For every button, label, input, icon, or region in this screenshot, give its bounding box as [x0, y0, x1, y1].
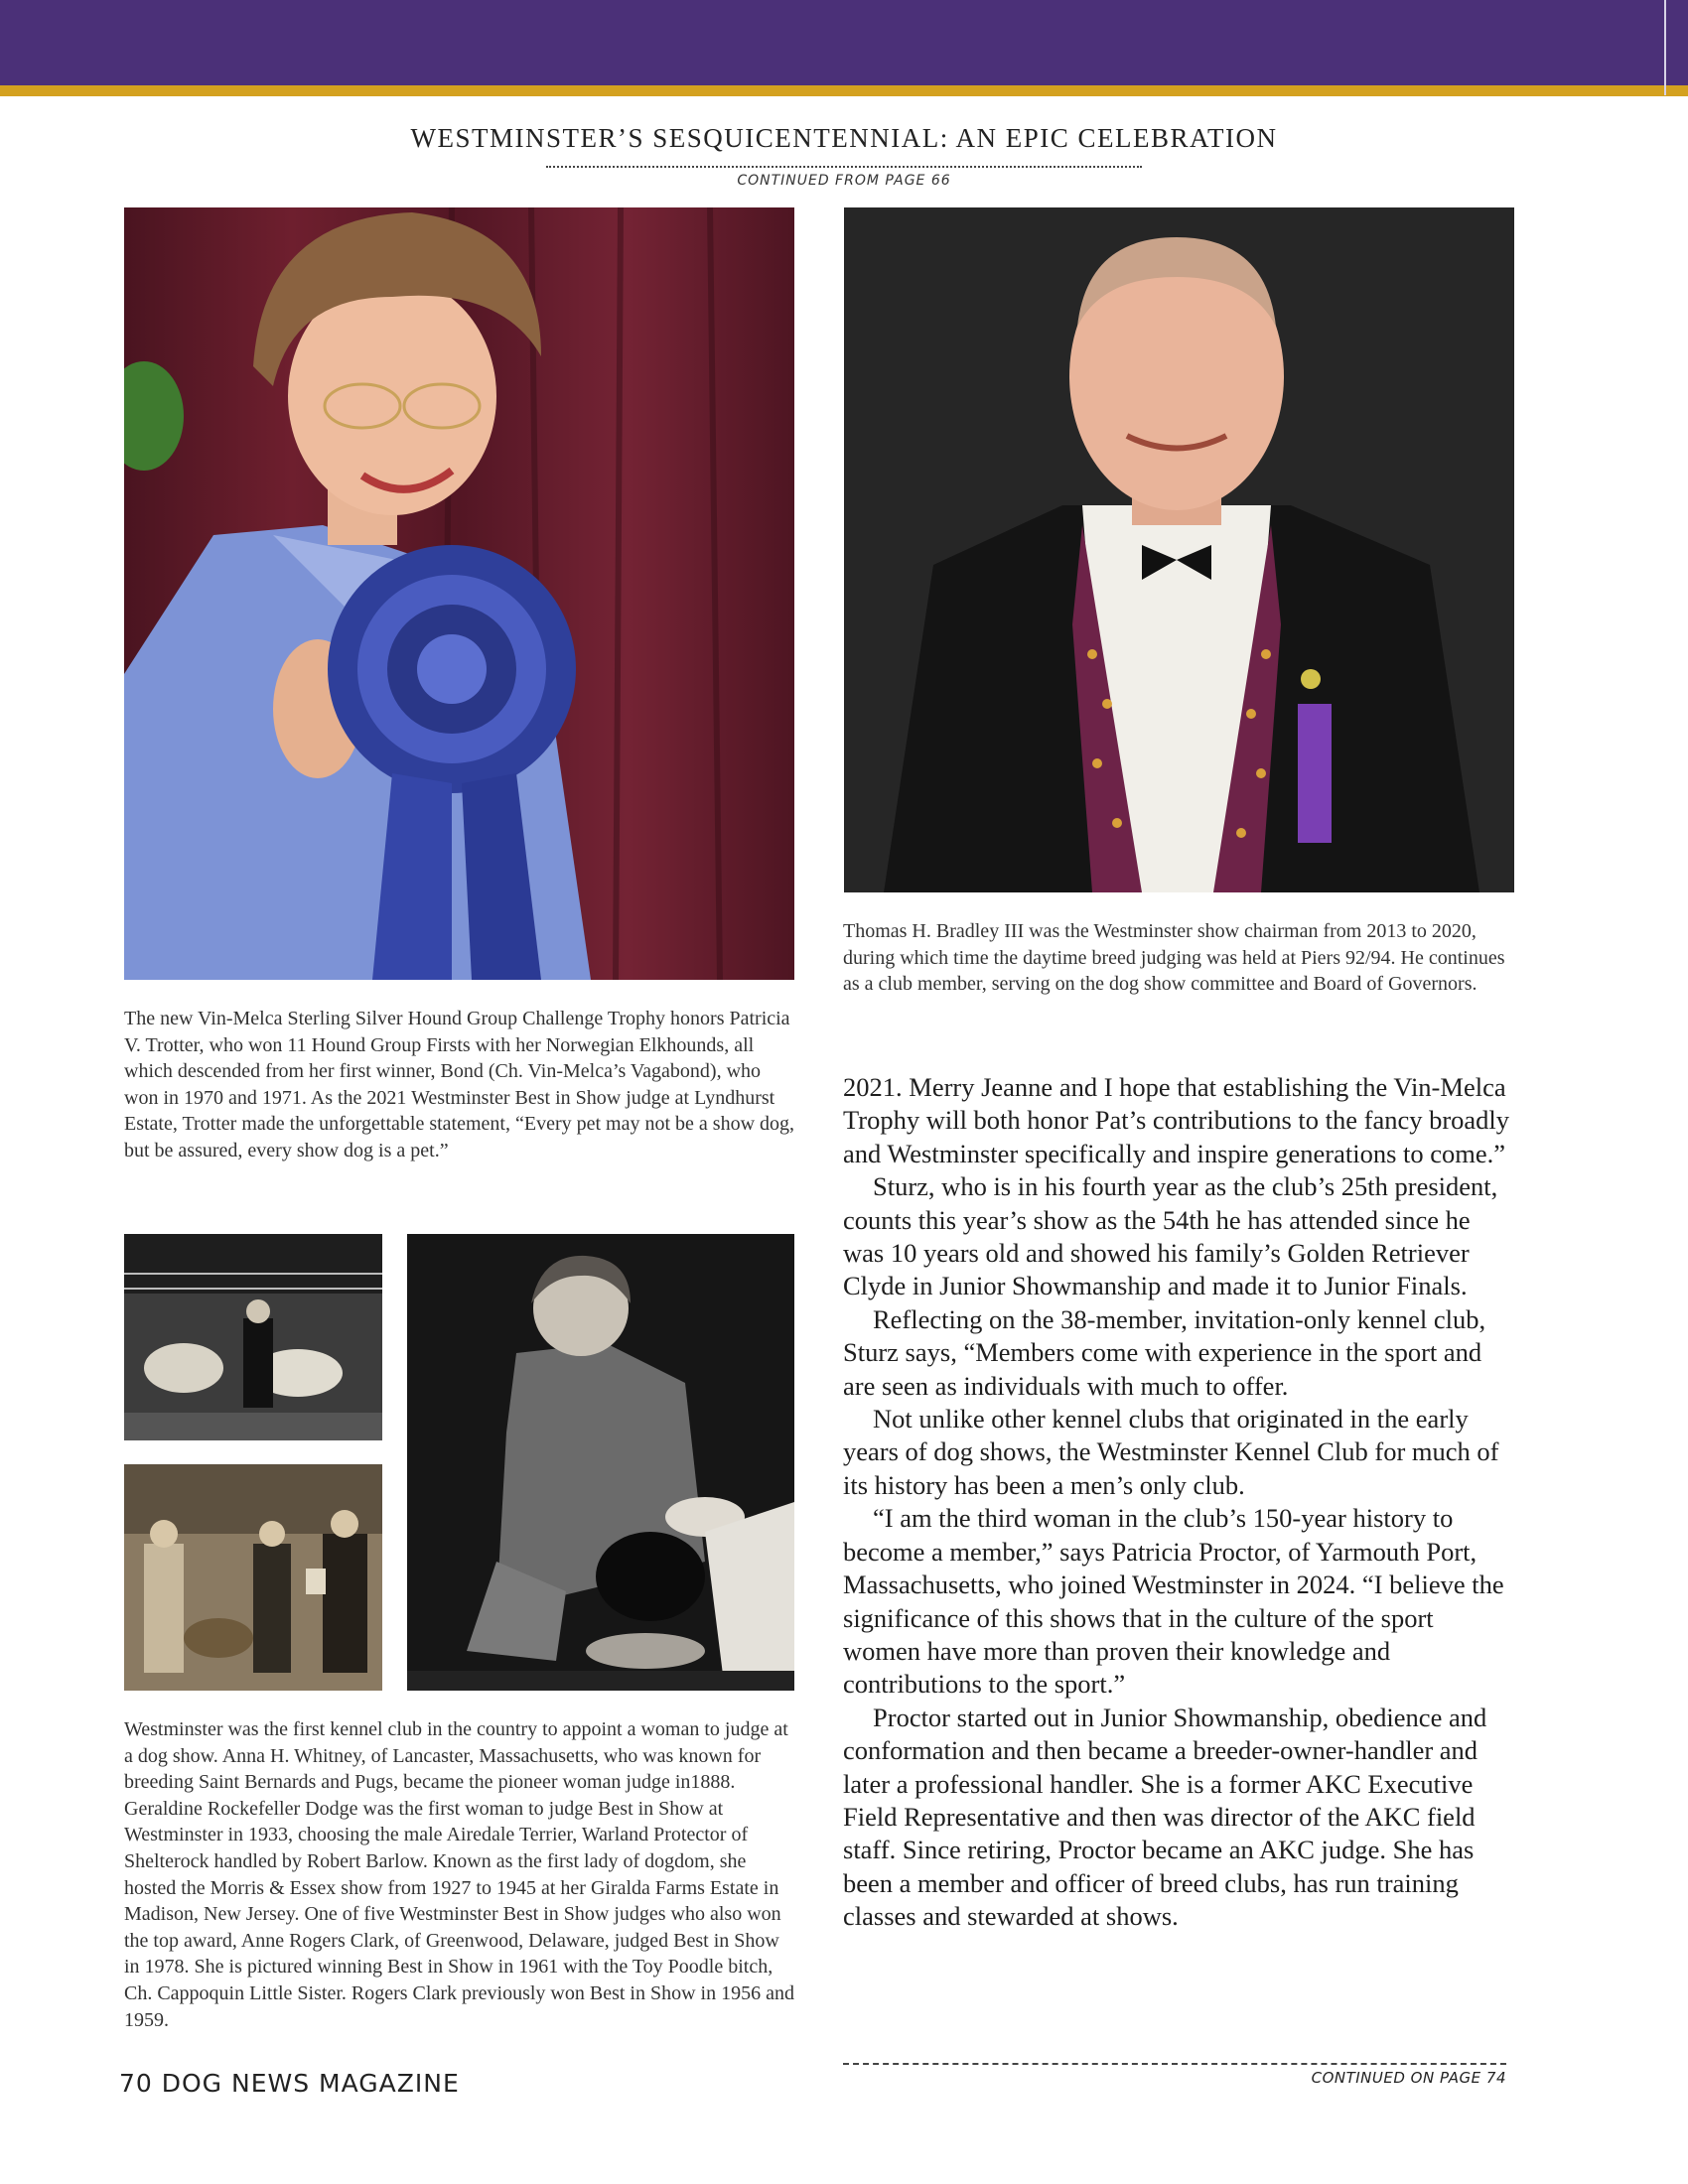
body-paragraph: Not unlike other kennel clubs that originated in the early years of dog shows, the Westminster Kennel Club for much of its history has been a men’s only club.: [843, 1404, 1499, 1500]
page-folio: 70 DOG NEWS MAGAZINE: [119, 2069, 460, 2098]
trotter-photo: [124, 207, 794, 980]
top-color-band: [0, 0, 1688, 85]
trophy-presentation-photo: [124, 1464, 382, 1691]
page-edge-mark: [1664, 0, 1666, 95]
bradley-photo: [844, 207, 1514, 892]
body-paragraph: 2021. Merry Jeanne and I hope that establishing the Vin-Melca Trophy will both honor Pat’s contributions to the fancy broadly and Westminster specifically and inspire generations to come.”: [843, 1072, 1510, 1168]
continued-from-label: CONTINUED FROM PAGE 66: [737, 173, 951, 189]
rogers-clark-photo: [407, 1234, 794, 1691]
continued-on-link[interactable]: CONTINUED ON PAGE 74: [1311, 2069, 1506, 2087]
body-paragraph: Proctor started out in Junior Showmanship, obedience and conformation and then became a breeder-owner-handler and later a professional handler. She is a former AKC Executive Field Representative and then was director of the AKC field staff. Since retiring, Proctor became an AKC judge. She has been a member and officer of breed clubs, has run training classes and stewarded at shows.: [843, 1702, 1487, 1932]
page-headline: WESTMINSTER’S SESQUICENTENNIAL: AN EPIC CELEBRATION: [410, 123, 1278, 153]
body-paragraph: “I am the third woman in the club’s 150-year history to become a member,” says Patricia Proctor, of Yarmouth Port, Massachusetts, who joined Westminster in 2024. “I believe the significance of this shows that in the culture of the sport women have more than proven their knowledge and contributions to the sport.”: [843, 1503, 1504, 1700]
article-body: [843, 1071, 1514, 1934]
article-end-divider: [843, 2063, 1506, 2065]
historic-group-photo: [124, 1234, 382, 1440]
body-paragraph: Reflecting on the 38-member, invitation-only kennel club, Sturz says, “Members come with experience in the sport and are seen as individuals with much to offer.: [843, 1303, 1486, 1401]
women-judges-caption: Westminster was the first kennel club in the country to appoint a woman to judge at a dog show. Anna H. Whitney, of Lancaster, Massachusetts, who was known for breeding Saint Bernards and Pugs, became the pioneer woman judge in1888. Geraldine Rockefeller Dodge was the first woman to judge Best in Show at Westminster in 1933, choosing the male Airedale Terrier, Warland Protector of Shelterock handled by Robert Barlow. Known as the first lady of dogdom, she hosted the Morris & Essex show from 1927 to 1945 at her Giralda Farms Estate in Madison, New Jersey. One of five Westminster Best in Show judges who also won the top award, Anne Rogers Clark, of Greenwood, Delaware, judged Best in Show in 1978. She is pictured winning Best in Show in 1961 with the Toy Poodle bitch, Ch. Cappoquin Little Sister. Rogers Clark previously won Best in Show in 1956 and 1959.: [124, 1718, 794, 2031]
headline-divider: [546, 166, 1142, 168]
trotter-caption: The new Vin-Melca Sterling Silver Hound Group Challenge Trophy honors Patricia V. Trotter, who won 11 Hound Group Firsts with her Norwegian Elkhounds, all which descended from her first winner, Bond (Ch. Vin-Melca’s Vagabond), who won in 1970 and 1971. As the 2021 Westminster Best in Show judge at Lyndhurst Estate, Trotter made the unforgettable statement, “Every pet may not be a show dog, but be assured, every show dog is a pet.”: [124, 1008, 795, 1161]
body-paragraph: Sturz, who is in his fourth year as the club’s 25th president, counts this year’s show as the 54th he has attended since he was 10 years old and showed his family’s Golden Retriever Clyde in Junior Showmanship and made it to Junior Finals.: [843, 1171, 1498, 1301]
gold-rule: [0, 85, 1688, 96]
bradley-caption: Thomas H. Bradley III was the Westminster show chairman from 2013 to 2020, during which time the daytime breed judging was held at Piers 92/94. He continues as a club member, serving on the dog show committee and Board of Governors.: [843, 920, 1505, 996]
